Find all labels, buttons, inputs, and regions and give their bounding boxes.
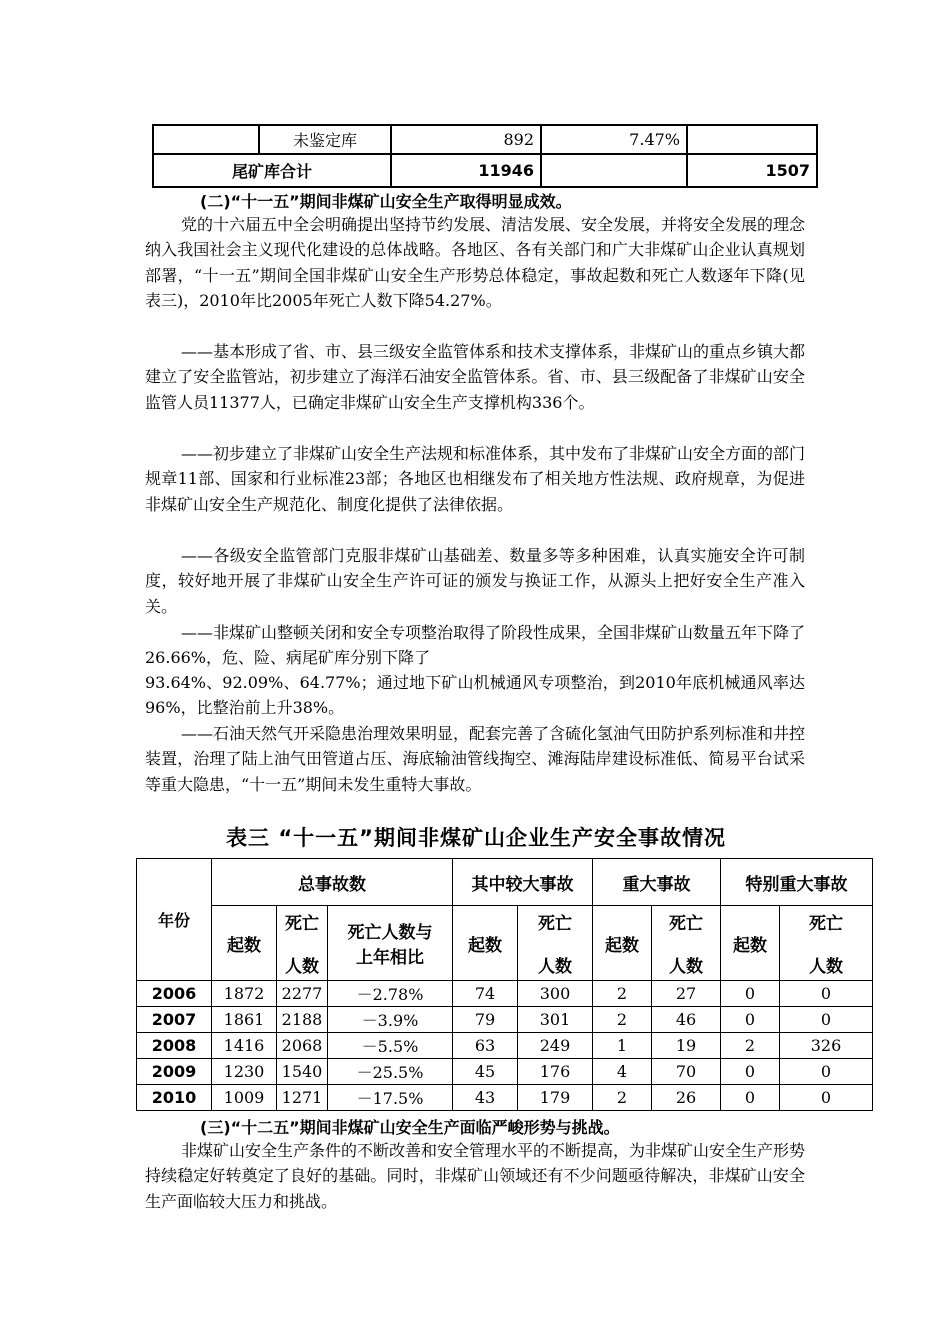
table-cell: 26 <box>652 1085 721 1111</box>
table-cell: 0 <box>721 1007 780 1033</box>
table-cell: 1 <box>593 1033 652 1059</box>
count-header: 起数 <box>212 906 277 981</box>
table-cell: 249 <box>518 1033 593 1059</box>
table-cell: 179 <box>518 1085 593 1111</box>
paragraph: 93.64%、92.09%、64.77%；通过地下矿山机械通风专项整治，到2010年底机械通风率达96%，比整治前上升38%。 <box>145 673 805 718</box>
table-cell: －3.9% <box>328 1007 453 1033</box>
year-cell: 2009 <box>137 1059 212 1085</box>
deaths-header-top: 死亡 <box>538 914 572 934</box>
count-header: 起数 <box>593 906 652 981</box>
table-cell: 1271 <box>277 1085 328 1111</box>
table-title: 表三 “十一五”期间非煤矿山企业生产安全事故情况 <box>226 826 726 850</box>
table-cell: 27 <box>652 981 721 1007</box>
year-header: 年份 <box>137 859 212 981</box>
paragraph: 党的十六届五中全会明确提出坚持节约发展、清洁发展、安全发展，并将安全发展的理念纳入我国社会主义现代化建设的总体战略。各地区、各有关部门和广大非煤矿山企业认真规划部署，“十一五”期间全国非煤矿山安全生产形势总体稳定，事故起数和死亡人数逐年下降(见表三)，2010年比2005年死亡人数下降54.27%。 <box>145 215 806 311</box>
table-cell: 0 <box>780 1007 873 1033</box>
paragraph: ——初步建立了非煤矿山安全生产法规和标准体系，其中发布了非煤矿山安全方面的部门规章11部、国家和行业标准23部；各地区也相继发布了相关地方性法规、政府规章，为促进非煤矿山安全生产规范化、制度化提供了法律依据。 <box>145 444 806 514</box>
deaths-header-top: 死亡 <box>285 914 319 934</box>
table-cell: 1540 <box>277 1059 328 1085</box>
table-row <box>137 1085 873 1111</box>
table-header-row <box>137 859 873 906</box>
table-cell: 2277 <box>277 981 328 1007</box>
paragraph: ——基本形成了省、市、县三级安全监管体系和技术支撑体系，非煤矿山的重点乡镇大都建立了安全监管站，初步建立了海洋石油安全监管体系。省、市、县三级配备了非煤矿山安全监管人员11377人，已确定非煤矿山安全生产支撑机构336个。 <box>145 342 806 412</box>
deaths-header-bottom: 人数 <box>669 957 703 977</box>
table-cell: －2.78% <box>328 981 453 1007</box>
larger-header: 其中较大事故 <box>453 859 593 906</box>
paragraph: 非煤矿山安全生产条件的不断改善和安全管理水平的不断提高，为非煤矿山安全生产形势持续稳定好转奠定了良好的基础。同时，非煤矿山领域还有不少问题亟待解决，非煤矿山安全生产面临较大压力和挑战。 <box>145 1141 806 1211</box>
table-cell: 2 <box>593 1085 652 1111</box>
tailings-table <box>152 124 818 188</box>
table-cell: 0 <box>780 981 873 1007</box>
total-label: 尾矿库合计 <box>153 154 391 187</box>
section-heading: (二)“十一五”期间非煤矿山安全生产取得明显成效。 <box>200 192 572 211</box>
table-cell: 46 <box>652 1007 721 1033</box>
table-cell: 2068 <box>277 1033 328 1059</box>
table-row <box>137 981 873 1007</box>
table-cell: 1861 <box>212 1007 277 1033</box>
compare-header <box>328 906 453 981</box>
table-cell: 0 <box>780 1059 873 1085</box>
deaths-header-bottom: 人数 <box>285 957 319 977</box>
deaths-header-top: 死亡 <box>809 914 843 934</box>
count-header: 起数 <box>721 906 780 981</box>
table-cell: 0 <box>721 981 780 1007</box>
table-cell: 未鉴定库 <box>259 125 391 154</box>
table-cell: 1872 <box>212 981 277 1007</box>
table-cell: 70 <box>652 1059 721 1085</box>
table-subheader-row <box>137 906 873 981</box>
table-cell: 19 <box>652 1033 721 1059</box>
paragraph: ——非煤矿山整顿关闭和安全专项整治取得了阶段性成果，全国非煤矿山数量五年下降了26.66%，危、险、病尾矿库分别下降了 <box>145 623 806 668</box>
compare-header-bottom: 上年相比 <box>356 948 424 968</box>
total-last: 1507 <box>687 154 817 187</box>
table-cell: 892 <box>391 125 541 154</box>
table-cell: －5.5% <box>328 1033 453 1059</box>
table-cell: 0 <box>721 1085 780 1111</box>
deaths-header-top: 死亡 <box>669 914 703 934</box>
table-cell: 2188 <box>277 1007 328 1033</box>
year-cell: 2010 <box>137 1085 212 1111</box>
paragraph: ——石油天然气开采隐患治理效果明显，配套完善了含硫化氢油气田防护系列标准和井控装置，治理了陆上油气田管道占压、海底输油管线掏空、滩海陆岸建设标准低、简易平台试采等重大隐患，“十一五”期间未发生重特大事故。 <box>145 724 806 794</box>
table-cell: 4 <box>593 1059 652 1085</box>
table-cell <box>153 125 259 154</box>
table-cell: 63 <box>453 1033 518 1059</box>
year-cell: 2007 <box>137 1007 212 1033</box>
table-cell: 2 <box>593 981 652 1007</box>
table-cell: 43 <box>453 1085 518 1111</box>
accident-table-body <box>137 981 873 1111</box>
deaths-header <box>652 906 721 981</box>
table-cell: 2 <box>721 1033 780 1059</box>
total-value: 11946 <box>391 154 541 187</box>
table-cell: －17.5% <box>328 1085 453 1111</box>
accident-table <box>136 858 873 1111</box>
section-heading: (三)“十二五”期间非煤矿山安全生产面临严峻形势与挑战。 <box>200 1118 620 1137</box>
total-percent <box>541 154 687 187</box>
count-header: 起数 <box>453 906 518 981</box>
deaths-header-bottom: 人数 <box>538 957 572 977</box>
year-cell: 2008 <box>137 1033 212 1059</box>
table-cell: 2 <box>593 1007 652 1033</box>
paragraph: ——各级安全监管部门克服非煤矿山基础差、数量多等多种困难，认真实施安全许可制度，较好地开展了非煤矿山安全生产许可证的颁发与换证工作，从源头上把好安全生产准入关。 <box>145 546 805 616</box>
deaths-header <box>518 906 593 981</box>
table-cell <box>687 125 817 154</box>
table-cell: 0 <box>721 1059 780 1085</box>
table-cell: 74 <box>453 981 518 1007</box>
table-row <box>137 1059 873 1085</box>
table-cell: 0 <box>780 1085 873 1111</box>
deaths-header <box>780 906 873 981</box>
table-row <box>153 125 817 154</box>
table-cell: 326 <box>780 1033 873 1059</box>
table-cell: 301 <box>518 1007 593 1033</box>
table-cell: 1416 <box>212 1033 277 1059</box>
total-header: 总事故数 <box>212 859 453 906</box>
extra-serious-header: 特别重大事故 <box>721 859 873 906</box>
compare-header-top: 死亡人数与 <box>347 923 433 943</box>
table-cell: 7.47% <box>541 125 687 154</box>
table-cell: 79 <box>453 1007 518 1033</box>
deaths-header-bottom: 人数 <box>809 957 843 977</box>
table-cell: 45 <box>453 1059 518 1085</box>
year-cell: 2006 <box>137 981 212 1007</box>
table-total-row <box>153 154 817 187</box>
table-row <box>137 1033 873 1059</box>
table-cell: －25.5% <box>328 1059 453 1085</box>
serious-header: 重大事故 <box>593 859 721 906</box>
deaths-header <box>277 906 328 981</box>
table-cell: 1009 <box>212 1085 277 1111</box>
table-cell: 1230 <box>212 1059 277 1085</box>
table-cell: 300 <box>518 981 593 1007</box>
table-cell: 176 <box>518 1059 593 1085</box>
table-row <box>137 1007 873 1033</box>
